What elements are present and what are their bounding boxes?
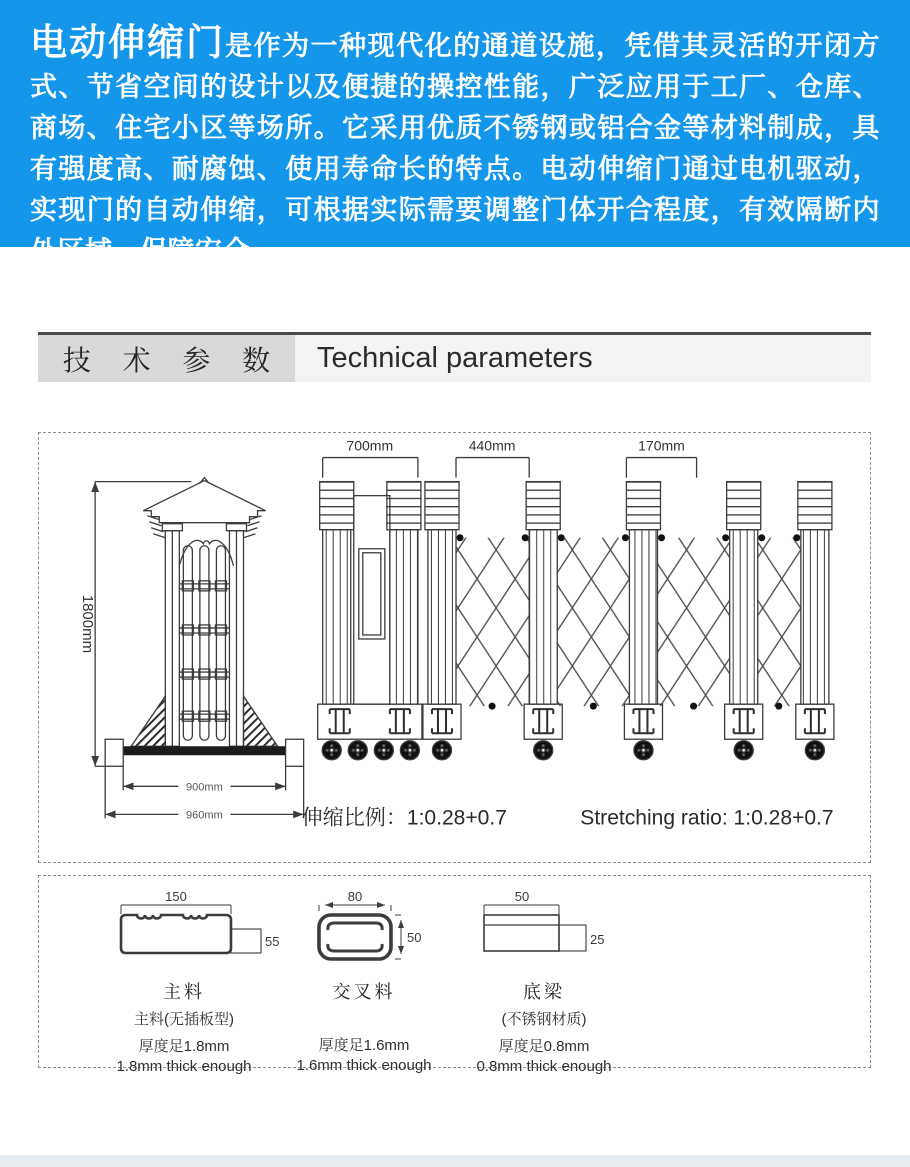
- profile-cross-width-label: 80: [347, 889, 363, 904]
- profile-cross-height-label: 50: [407, 930, 422, 945]
- intro-lead: 电动伸缩门: [30, 22, 226, 63]
- dim-top-440-label: 440mm: [468, 437, 516, 454]
- intro-text: [30, 22, 880, 272]
- profile-beam-height-label: 25: [590, 932, 605, 947]
- profile-name: 交叉料: [332, 982, 396, 1002]
- gate-front-view: [79, 478, 304, 822]
- profile-main-width-label: 150: [165, 889, 187, 904]
- profile-thickness-zh: 厚度足0.8mm: [498, 1038, 590, 1055]
- section-title-zh: 技 术 参 数: [38, 335, 295, 382]
- dim-top-170-label: 170mm: [638, 437, 685, 454]
- profile-bottom-beam-figure: [439, 888, 649, 976]
- profile-name: 底梁: [523, 982, 565, 1002]
- ratio-label-en: Stretching ratio: 1:0.28+0.7: [580, 806, 834, 830]
- profile-cross-rail-figure: [289, 888, 439, 976]
- profile-main-rail: [79, 888, 289, 1075]
- section-title-en: Technical parameters: [295, 335, 871, 382]
- gate-technical-drawing: [39, 433, 870, 862]
- technical-drawing-panel: [38, 432, 871, 863]
- profile-thickness-en: 1.6mm thick enough: [296, 1057, 432, 1074]
- cross-bands: [179, 581, 229, 721]
- dim-base-inner-label: 900mm: [186, 781, 223, 794]
- gate-side-view: [318, 438, 834, 760]
- profile-bottom-beam: [439, 888, 649, 1075]
- profile-name: 主料: [163, 982, 205, 1002]
- profile-subtitle: 主料(无插板型): [134, 1011, 234, 1028]
- dim-base-outer-label: 960mm: [186, 809, 223, 822]
- profile-subtitle: (不锈钢材质): [501, 1011, 587, 1028]
- ratio-label-zh: 伸缩比例：1:0.28+0.7: [301, 806, 507, 830]
- profile-thickness-zh: 厚度足1.8mm: [138, 1038, 230, 1055]
- profile-beam-width-label: 50: [514, 889, 530, 904]
- intro-banner: [0, 0, 910, 266]
- profile-cross-rail: [289, 888, 439, 1074]
- profile-thickness-en: 0.8mm thick enough: [476, 1058, 612, 1075]
- profiles-panel: [38, 875, 871, 1075]
- section-title-bar: [38, 332, 871, 382]
- profile-subtitle: [289, 1008, 439, 1028]
- profile-thickness-zh: 厚度足1.6mm: [318, 1037, 410, 1054]
- intro-body: 是作为一种现代化的通道设施，凭借其灵活的开闭方式、节省空间的设计以及便捷的操控性能，广泛应用于工厂、仓库、商场、住宅小区等场所。它采用优质不锈钢或铝合金等材料制成，具有强度高、耐腐蚀、使用寿命长的特点。电动伸缩门通过电机驱动，实现门的自动伸缩，可根据实际需要调整门体开合程度，有效隔断内外区域，保障安全。: [30, 31, 881, 266]
- dim-top-700-label: 700mm: [346, 437, 394, 454]
- profile-thickness-en: 1.8mm thick enough: [116, 1058, 252, 1075]
- profile-main-rail-figure: [79, 888, 289, 976]
- profile-main-height-label: 55: [265, 934, 280, 949]
- dim-height-label: 1800mm: [79, 594, 97, 654]
- footer-strip: [0, 1155, 910, 1167]
